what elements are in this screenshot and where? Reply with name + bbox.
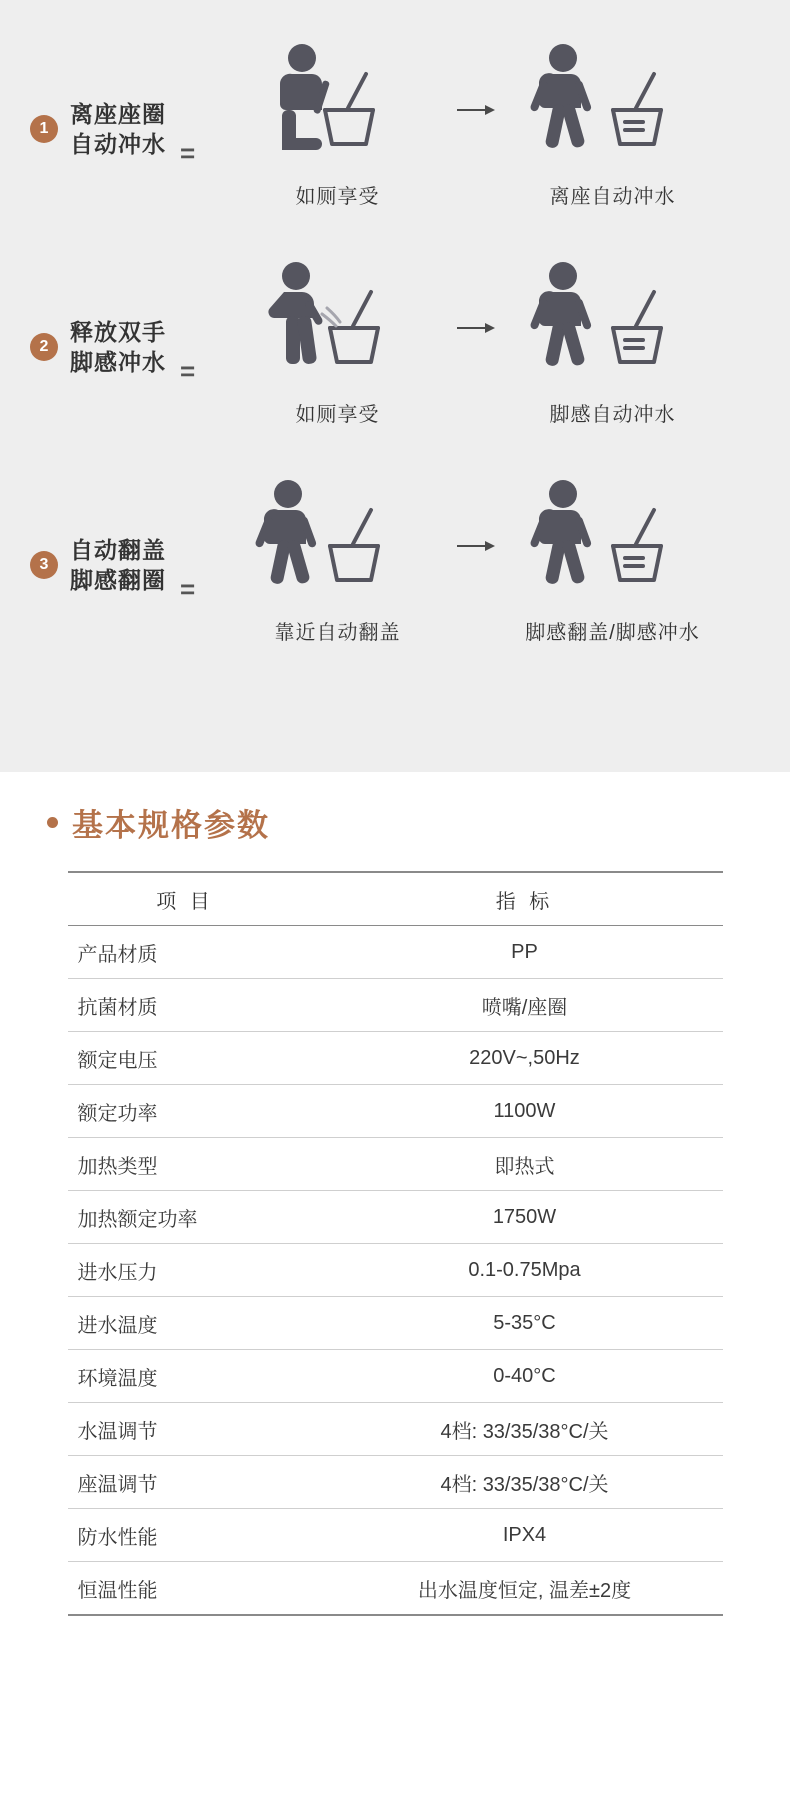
approaching-person-toilet-lid-open-illustration (230, 476, 445, 616)
bullet-dot-icon (47, 817, 58, 828)
feature-label-group (30, 476, 230, 605)
spec-item-label: 恒温性能 (68, 1562, 303, 1616)
table-row (68, 1138, 723, 1191)
table-row (68, 1032, 723, 1085)
equals-sign: = (180, 356, 196, 386)
feature-title-line2: 自动冲水 (70, 130, 166, 157)
feature-label-group (30, 40, 230, 169)
feature-scenes (230, 258, 760, 427)
scene-caption: 离座自动冲水 (549, 186, 676, 208)
column-header-item: 项 目 (68, 872, 303, 926)
spec-item-label: 抗菌材质 (68, 979, 303, 1032)
scene-caption: 如厕享受 (295, 404, 380, 426)
spec-item-label: 额定电压 (68, 1032, 303, 1085)
feature-title (70, 535, 166, 595)
spec-item-value: 4档: 33/35/38°C/关 (303, 1403, 723, 1456)
spec-heading (45, 800, 745, 845)
table-row (68, 1509, 723, 1562)
walking-person-toilet-flush-illustration (505, 258, 720, 398)
walking-person-toilet-flush-illustration (505, 40, 720, 180)
table-row (68, 1085, 723, 1138)
feature-number-badge: 1 (30, 115, 58, 143)
scene-caption: 靠近自动翻盖 (274, 622, 401, 644)
spec-item-value: 5-35°C (303, 1297, 723, 1350)
feature-number-badge: 2 (30, 333, 58, 361)
scene-after (505, 258, 720, 427)
table-row (68, 1191, 723, 1244)
scene-caption: 脚感自动冲水 (549, 404, 676, 426)
feature-title-line1: 自动翻盖 (70, 536, 166, 563)
feature-row (30, 40, 760, 258)
spec-item-value: 即热式 (303, 1138, 723, 1191)
feature-label-group (30, 258, 230, 387)
equals-sign: = (180, 574, 196, 604)
walking-person-toilet-flush-illustration (505, 476, 720, 616)
feature-scenes (230, 40, 760, 209)
table-header-row (68, 872, 723, 926)
feature-title-line2: 脚感翻圈 (70, 566, 166, 593)
feature-row (30, 476, 760, 694)
table-row (68, 1297, 723, 1350)
scene-caption: 如厕享受 (295, 186, 380, 208)
table-row (68, 1456, 723, 1509)
spec-item-value: PP (303, 926, 723, 979)
feature-scenes (230, 476, 760, 645)
feature-title-line2: 脚感冲水 (70, 348, 166, 375)
standing-person-toilet-illustration (230, 258, 445, 398)
arrow-right-icon (445, 258, 505, 398)
spec-item-label: 防水性能 (68, 1509, 303, 1562)
spec-item-label: 额定功率 (68, 1085, 303, 1138)
spec-heading-text: 基本规格参数 (72, 808, 270, 843)
feature-row (30, 258, 760, 476)
feature-title (70, 317, 166, 377)
scene-before (230, 476, 445, 645)
table-row (68, 926, 723, 979)
scene-before (230, 40, 445, 209)
scene-caption: 脚感翻盖/脚感冲水 (525, 622, 700, 644)
spec-item-label: 环境温度 (68, 1350, 303, 1403)
scene-after (505, 40, 720, 209)
arrow-right-icon (445, 40, 505, 180)
spec-item-value: 1750W (303, 1191, 723, 1244)
table-row (68, 1244, 723, 1297)
table-row (68, 979, 723, 1032)
spec-item-label: 加热额定功率 (68, 1191, 303, 1244)
feature-title-line1: 离座座圈 (70, 100, 166, 127)
feature-number-badge: 3 (30, 551, 58, 579)
spec-item-value: 220V~,50Hz (303, 1032, 723, 1085)
spec-section (0, 772, 790, 1616)
spec-table (68, 871, 723, 1616)
spec-item-label: 进水温度 (68, 1297, 303, 1350)
table-row (68, 1403, 723, 1456)
feature-title-line1: 释放双手 (70, 318, 166, 345)
sitting-person-toilet-illustration (230, 40, 445, 180)
spec-item-label: 加热类型 (68, 1138, 303, 1191)
table-row (68, 1350, 723, 1403)
scene-after (505, 476, 720, 645)
column-header-value: 指 标 (303, 872, 723, 926)
spec-item-value: 出水温度恒定, 温差±2度 (303, 1562, 723, 1616)
table-row (68, 1562, 723, 1616)
scene-before (230, 258, 445, 427)
spec-item-label: 座温调节 (68, 1456, 303, 1509)
feature-panel (0, 0, 790, 772)
spec-item-value: 0.1-0.75Mpa (303, 1244, 723, 1297)
spec-item-value: 4档: 33/35/38°C/关 (303, 1456, 723, 1509)
arrow-right-icon (445, 476, 505, 616)
feature-title (70, 99, 166, 159)
spec-item-label: 产品材质 (68, 926, 303, 979)
spec-item-value: 1100W (303, 1085, 723, 1138)
equals-sign: = (180, 138, 196, 168)
spec-item-value: 0-40°C (303, 1350, 723, 1403)
spec-item-value: IPX4 (303, 1509, 723, 1562)
spec-item-value: 喷嘴/座圈 (303, 979, 723, 1032)
spec-item-label: 进水压力 (68, 1244, 303, 1297)
spec-item-label: 水温调节 (68, 1403, 303, 1456)
